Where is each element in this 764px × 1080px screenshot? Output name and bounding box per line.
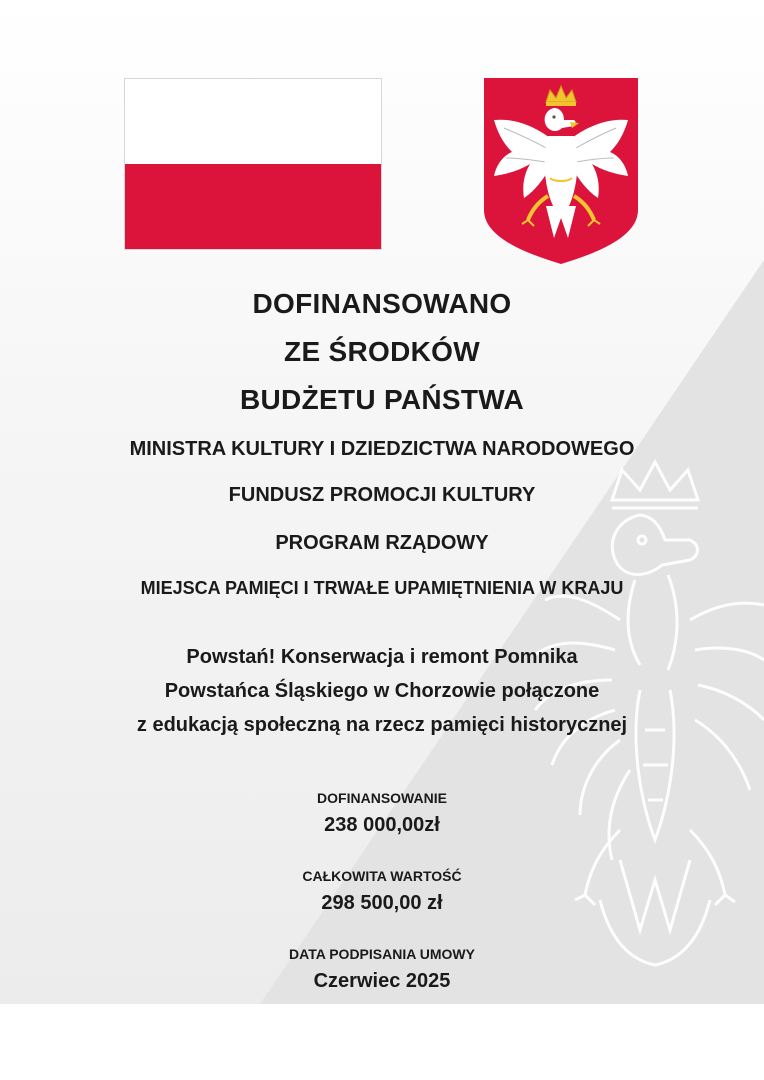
header-line-3: BUDŻETU PAŃSTWA [240,384,524,415]
total-value: 298 500,00 zł [321,892,443,914]
polish-eagle-emblem-icon [484,78,638,264]
header-line-1: DOFINANSOWANO [252,288,512,319]
project-title-line-1: Powstań! Konserwacja i remont Pomnika [186,646,578,668]
funding-label: DOFINANSOWANIE [317,790,447,806]
signing-date-label: DATA PODPISANIA UMOWY [289,946,475,962]
polish-flag-icon [124,78,382,250]
project-title-line-2: Powstańca Śląskiego w Chorzowie połączone [164,680,600,702]
ministry-name: MINISTRA KULTURY I DZIEDZICTWA NARODOWEGO [129,438,635,460]
total-value-label: CAŁKOWITA WARTOŚĆ [302,868,462,884]
fund-name: FUNDUSZ PROMOCJI KULTURY [228,484,536,506]
program-name: MIEJSCA PAMIĘCI I TRWAŁE UPAMIĘTNIENIA W KRAJU [140,578,624,598]
flag-white-stripe [125,79,381,164]
funding-value: 238 000,00zł [324,814,440,836]
program-label: PROGRAM RZĄDOWY [275,532,489,554]
signing-date-value: Czerwiec 2025 [313,970,451,992]
project-title-line-3: z edukacją społeczną na rzecz pamięci historycznej [136,714,628,736]
header-line-2: ZE ŚRODKÓW [284,336,480,367]
flag-red-stripe [125,164,381,249]
